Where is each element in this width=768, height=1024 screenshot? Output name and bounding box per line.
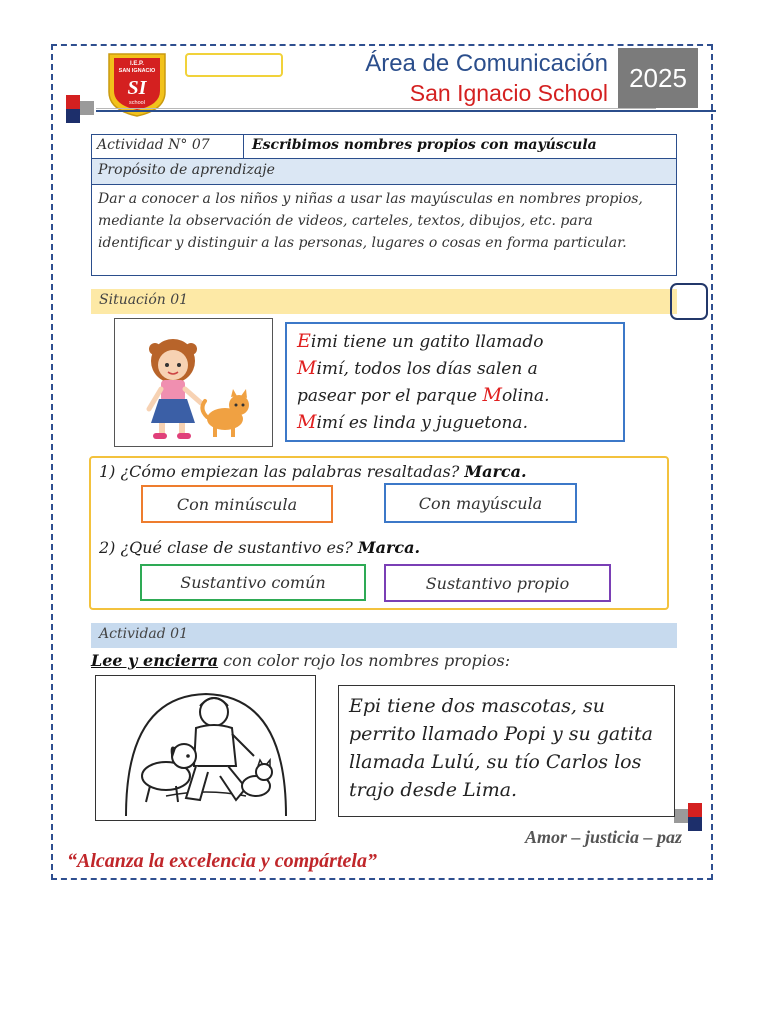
- story-line: Mimí, todos los días salen a: [297, 357, 538, 379]
- activity-number: Actividad N° 07: [91, 134, 244, 159]
- story-line: Mimí es linda y juguetona.: [297, 411, 528, 433]
- boy-with-pets-illustration: [95, 675, 316, 821]
- motto-excellence: “Alcanza la excelencia y compártela”: [67, 850, 377, 872]
- year-badge: 2025: [618, 48, 698, 108]
- area-title: Área de Comunicación: [365, 50, 608, 77]
- deco-square-red: [66, 95, 80, 109]
- activity-label: Actividad 01: [91, 623, 677, 648]
- purpose-text: Dar a conocer a los niños y niñas a usar las mayúsculas en nombres propios, mediante la observación de videos, carteles, textos, dibujos, etc. para identificar y distinguir a las personas, lugares o cosas en forma particular.: [98, 191, 643, 251]
- school-name: San Ignacio School: [409, 80, 608, 106]
- deco-square-gray: [80, 101, 94, 115]
- deco-square-red-bottom: [688, 803, 702, 817]
- reading-text-box: Epi tiene dos mascotas, su perrito llamado Popi y su gatita llamada Lulú, su tío Carlos los trajo desde Lima.: [338, 685, 675, 817]
- svg-text:school: school: [129, 100, 145, 106]
- activity-instruction: Lee y encierra con color rojo los nombres propios:: [91, 651, 511, 670]
- option-mayuscula[interactable]: Con mayúscula: [384, 483, 577, 523]
- question-1: 1) ¿Cómo empiezan las palabras resaltadas? Marca.: [99, 462, 527, 481]
- purpose-label: Propósito de aprendizaje: [92, 159, 676, 185]
- side-checkbox[interactable]: [670, 283, 708, 320]
- header-rule-blue: [96, 110, 716, 112]
- girl-with-cat-illustration: [114, 318, 273, 447]
- deco-square-navy: [66, 109, 80, 123]
- option-sustantivo-propio[interactable]: Sustantivo propio: [384, 564, 611, 602]
- activity-title: Escribimos nombres propios con mayúscula: [252, 137, 597, 153]
- svg-text:I.E.P.: I.E.P.: [130, 61, 144, 67]
- motto-values: Amor – justicia – paz: [524, 827, 682, 847]
- header-rule: [96, 108, 656, 109]
- name-field-box[interactable]: [185, 53, 283, 77]
- option-minuscula[interactable]: Con minúscula: [141, 485, 333, 523]
- story-text-box: [285, 322, 625, 442]
- option-sustantivo-comun[interactable]: Sustantivo común: [140, 564, 366, 601]
- deco-square-gray-bottom: [674, 809, 688, 823]
- svg-text:SAN IGNACIO: SAN IGNACIO: [118, 68, 156, 74]
- story-line: pasear por el parque Molina.: [297, 384, 550, 406]
- situation-label: Situación 01: [91, 289, 677, 314]
- deco-square-navy-bottom: [688, 817, 702, 831]
- svg-text:SI: SI: [127, 77, 147, 99]
- question-2: 2) ¿Qué clase de sustantivo es? Marca.: [99, 538, 421, 557]
- story-line: Eimi tiene un gatito llamado: [297, 330, 544, 352]
